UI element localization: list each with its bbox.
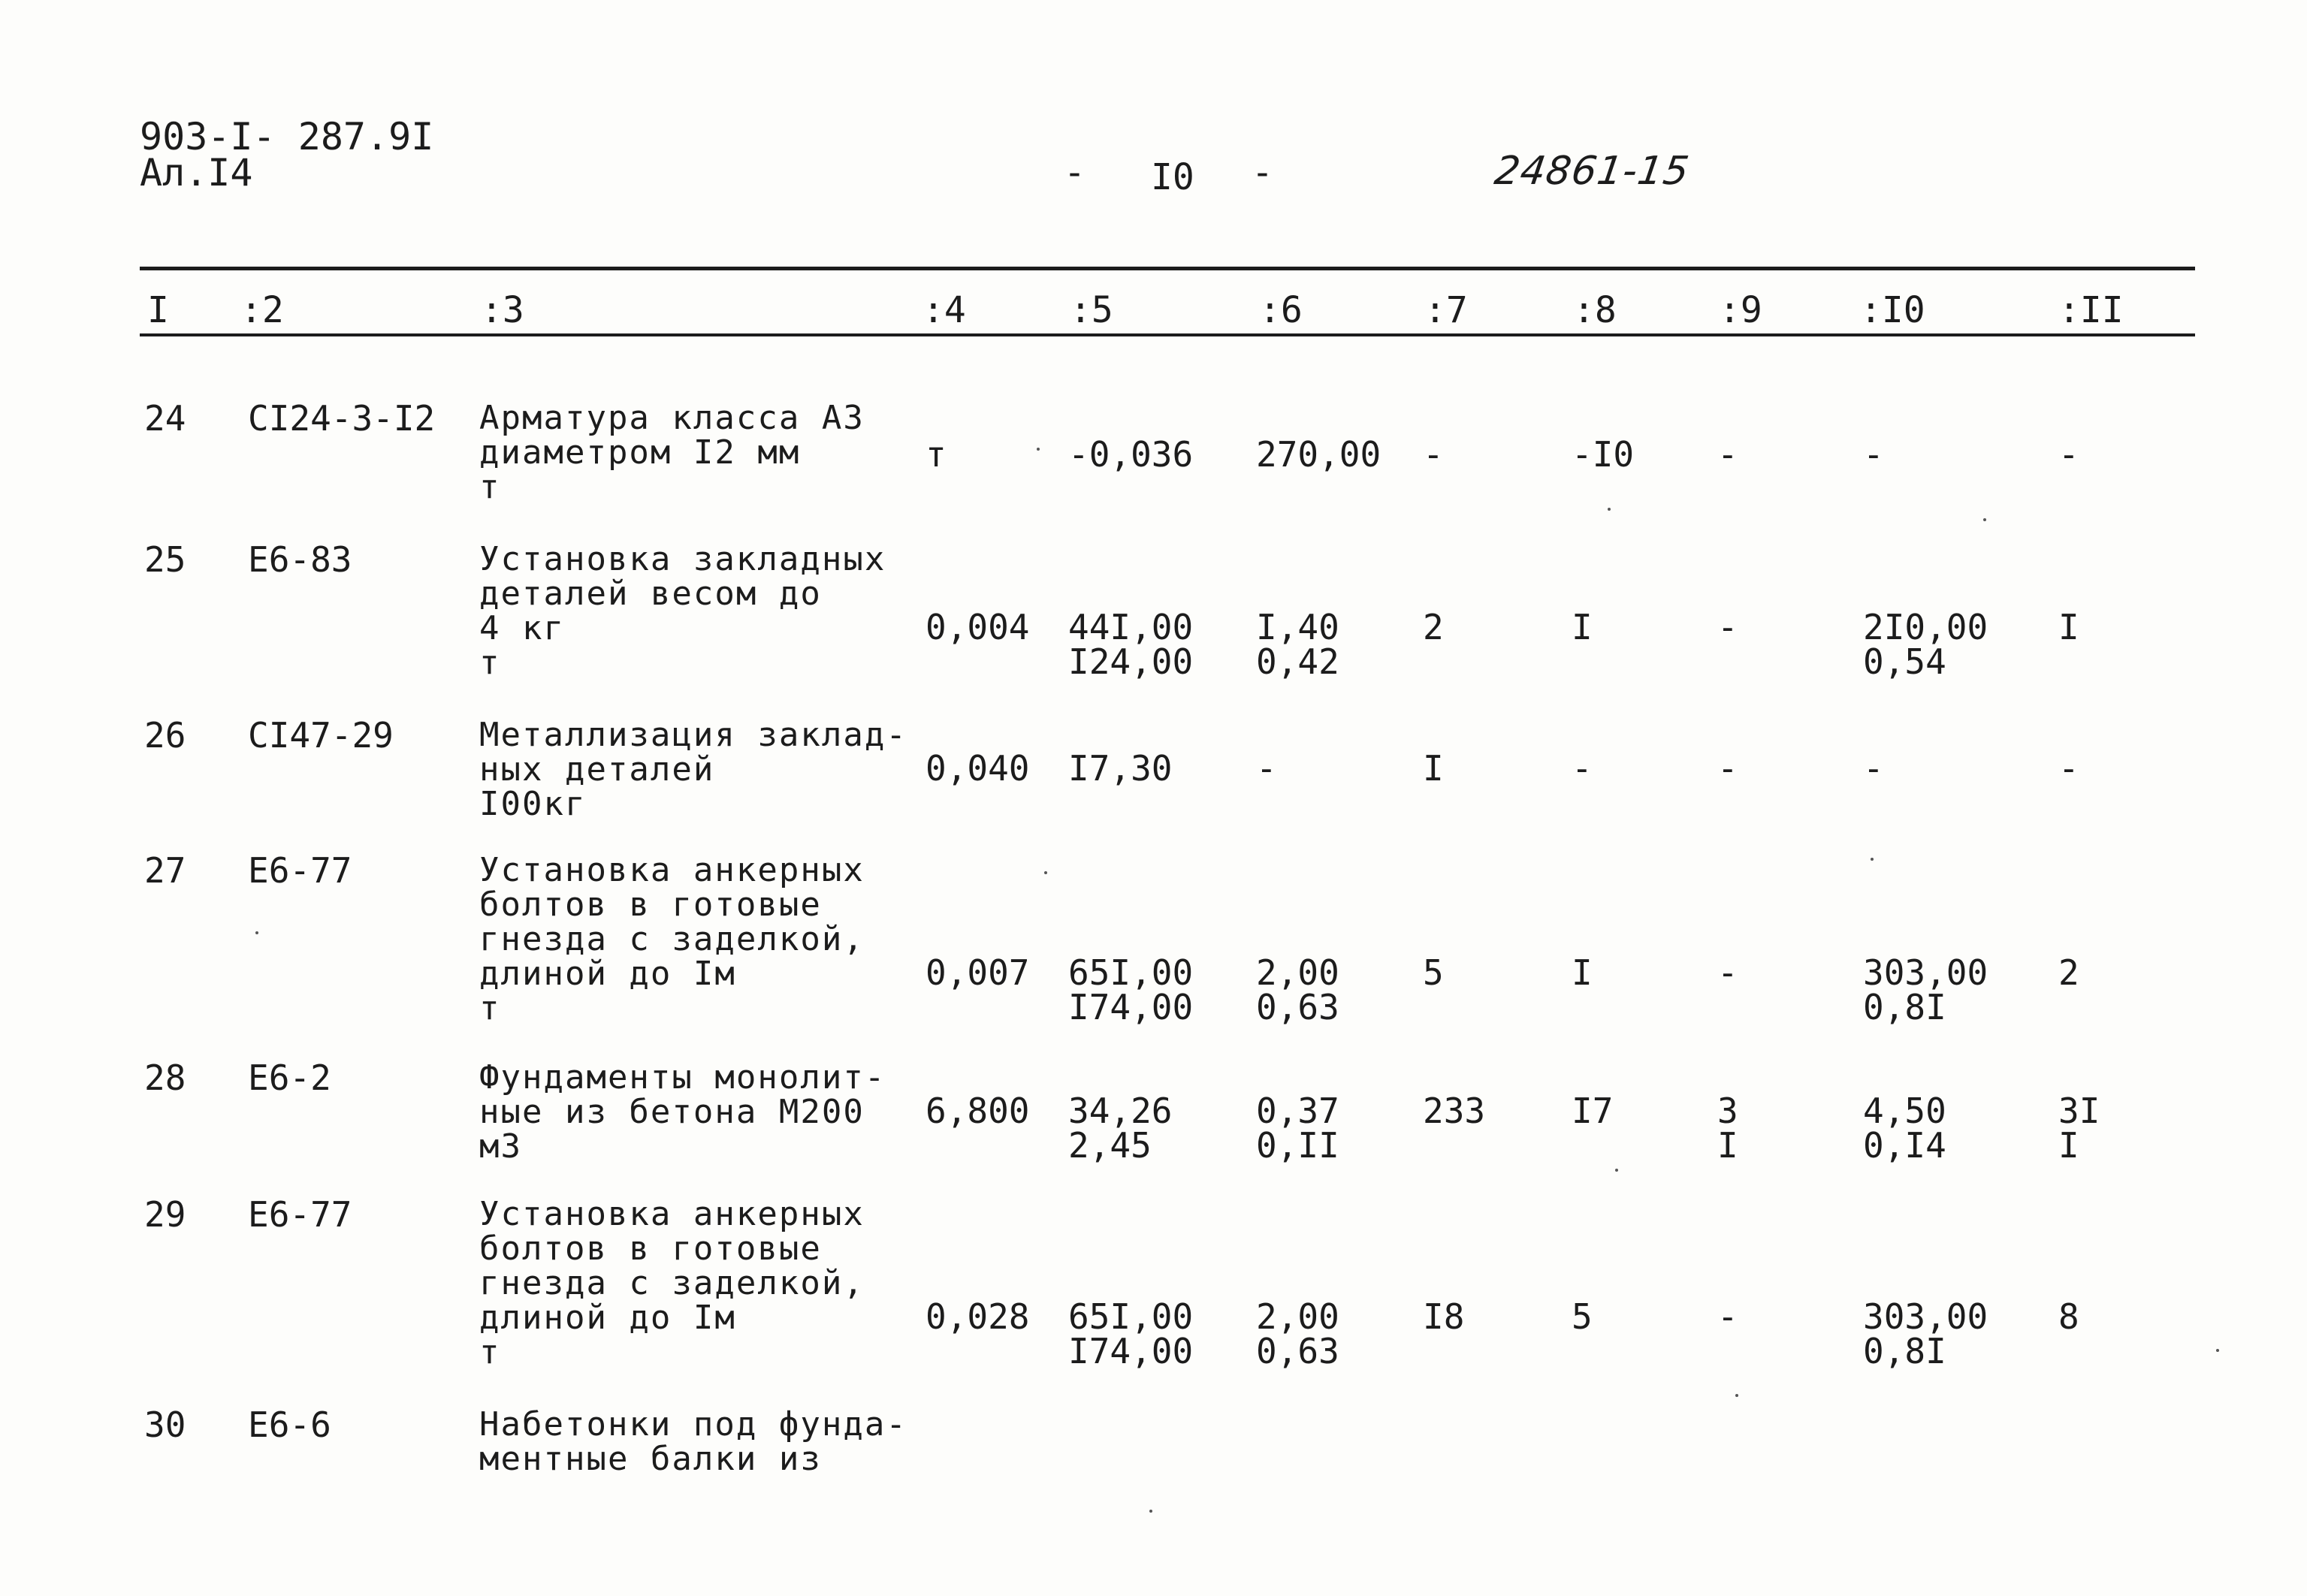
album-number: Ал.I4 — [140, 151, 253, 195]
col-header-2: :2 — [240, 289, 284, 331]
scan-speck — [1149, 1510, 1152, 1513]
row-col9: - — [1717, 434, 1738, 475]
row-description: Фундаменты монолит- ные из бетона М200 м3 — [479, 1058, 886, 1166]
row-col11: - — [2058, 748, 2079, 789]
row-col9: - — [1717, 748, 1738, 789]
row-col8: I7 — [1572, 1091, 1614, 1131]
row-col7: I — [1423, 748, 1444, 789]
row-code: Е6-77 — [248, 1194, 352, 1235]
row-col10: - — [1863, 748, 1884, 789]
row-col10: 303,00 0,8I — [1863, 952, 1988, 1027]
row-col8: I — [1572, 607, 1593, 647]
scan-speck — [1037, 448, 1040, 451]
row-col7: I8 — [1423, 1296, 1465, 1337]
row-col6: 0,37 0,II — [1256, 1091, 1339, 1166]
page-number-dash-left: - — [1064, 152, 1086, 194]
row-code: Е6-77 — [248, 850, 352, 891]
row-code: CI47-29 — [248, 715, 394, 756]
row-col6: 270,00 — [1256, 434, 1381, 475]
table-top-rule — [140, 267, 2195, 270]
row-col5: I7,30 — [1068, 748, 1173, 789]
row-code: Е6-2 — [248, 1057, 331, 1098]
scan-speck — [255, 931, 258, 934]
row-col7: - — [1423, 434, 1444, 475]
row-col4: 0,040 — [926, 748, 1030, 789]
row-col11: I — [2058, 607, 2079, 647]
row-number: 29 — [144, 1194, 186, 1235]
row-col6: - — [1256, 748, 1277, 789]
col-header-5: :5 — [1070, 289, 1113, 331]
row-col10: - — [1863, 434, 1884, 475]
row-code: Е6-83 — [248, 539, 352, 580]
row-col9: - — [1717, 1296, 1738, 1337]
row-code: Е6-6 — [248, 1404, 331, 1445]
scan-speck — [2216, 1349, 2219, 1352]
col-header-9: :9 — [1719, 289, 1762, 331]
col-header-8: :8 — [1573, 289, 1617, 331]
row-col8: - — [1572, 748, 1593, 789]
row-col11: 3I I — [2058, 1091, 2100, 1166]
scan-speck — [1044, 871, 1047, 874]
row-number: 26 — [144, 715, 186, 756]
row-description: Набетонки под фунда- ментные балки из — [479, 1405, 907, 1478]
row-number: 24 — [144, 398, 186, 439]
handwritten-number: 24861-15 — [1491, 149, 1693, 194]
row-col7: 233 — [1423, 1091, 1486, 1131]
row-description: Арматура класса А3 диаметром I2 мм т — [479, 399, 865, 506]
scan-speck — [1983, 518, 1986, 521]
row-description: Установка анкерных болтов в готовые гнезда с заделкой, длиной до Iм т — [479, 1195, 865, 1371]
row-col10: 4,50 0,I4 — [1863, 1091, 1946, 1166]
row-col4: т — [926, 434, 947, 475]
row-col5: 65I,00 I74,00 — [1068, 952, 1194, 1027]
row-col5: 34,26 2,45 — [1068, 1091, 1173, 1166]
row-col4: 0,028 — [926, 1296, 1030, 1337]
row-description: Металлизация заклад- ных деталей I00кг — [479, 716, 907, 823]
row-col6: 2,00 0,63 — [1256, 1296, 1339, 1371]
col-header-6: :6 — [1259, 289, 1303, 331]
col-header-1: I — [147, 289, 169, 331]
row-description: Установка анкерных болтов в готовые гнезда с заделкой, длиной до Iм т — [479, 851, 865, 1027]
scan-speck — [1735, 1394, 1738, 1397]
col-header-10: :I0 — [1860, 289, 1925, 331]
scan-speck — [1608, 508, 1611, 511]
row-col11: 2 — [2058, 952, 2079, 993]
row-number: 25 — [144, 539, 186, 580]
row-col9: 3 I — [1717, 1091, 1738, 1166]
row-number: 28 — [144, 1057, 186, 1098]
row-col11: 8 — [2058, 1296, 2079, 1337]
page-number-dash-right: - — [1252, 152, 1273, 194]
row-col11: - — [2058, 434, 2079, 475]
row-code: CI24-3-I2 — [248, 398, 436, 439]
row-number: 30 — [144, 1404, 186, 1445]
col-header-3: :3 — [481, 289, 524, 331]
page-number: I0 — [1151, 156, 1194, 198]
row-col8: 5 — [1572, 1296, 1593, 1337]
row-col6: I,40 0,42 — [1256, 607, 1339, 682]
row-col8: -I0 — [1572, 434, 1635, 475]
col-header-11: :II — [2058, 289, 2124, 331]
row-col6: 2,00 0,63 — [1256, 952, 1339, 1027]
row-number: 27 — [144, 850, 186, 891]
row-col4: 0,004 — [926, 607, 1030, 647]
col-header-4: :4 — [922, 289, 966, 331]
row-col10: 2I0,00 0,54 — [1863, 607, 1988, 682]
scan-speck — [1615, 1169, 1618, 1172]
scan-speck — [1871, 858, 1874, 861]
row-col7: 2 — [1423, 607, 1444, 647]
row-col5: 65I,00 I74,00 — [1068, 1296, 1194, 1371]
row-col5: -0,036 — [1068, 434, 1194, 475]
row-col10: 303,00 0,8I — [1863, 1296, 1988, 1371]
row-description: Установка закладных деталей весом до 4 кг т — [479, 540, 886, 682]
col-header-7: :7 — [1424, 289, 1468, 331]
table-header-rule — [140, 333, 2195, 336]
row-col8: I — [1572, 952, 1593, 993]
row-col9: - — [1717, 952, 1738, 993]
row-col4: 0,007 — [926, 952, 1030, 993]
row-col7: 5 — [1423, 952, 1444, 993]
row-col4: 6,800 — [926, 1091, 1030, 1131]
document-code: 903-I- 287.9I — [140, 115, 434, 158]
row-col9: - — [1717, 607, 1738, 647]
row-col5: 44I,00 I24,00 — [1068, 607, 1194, 682]
